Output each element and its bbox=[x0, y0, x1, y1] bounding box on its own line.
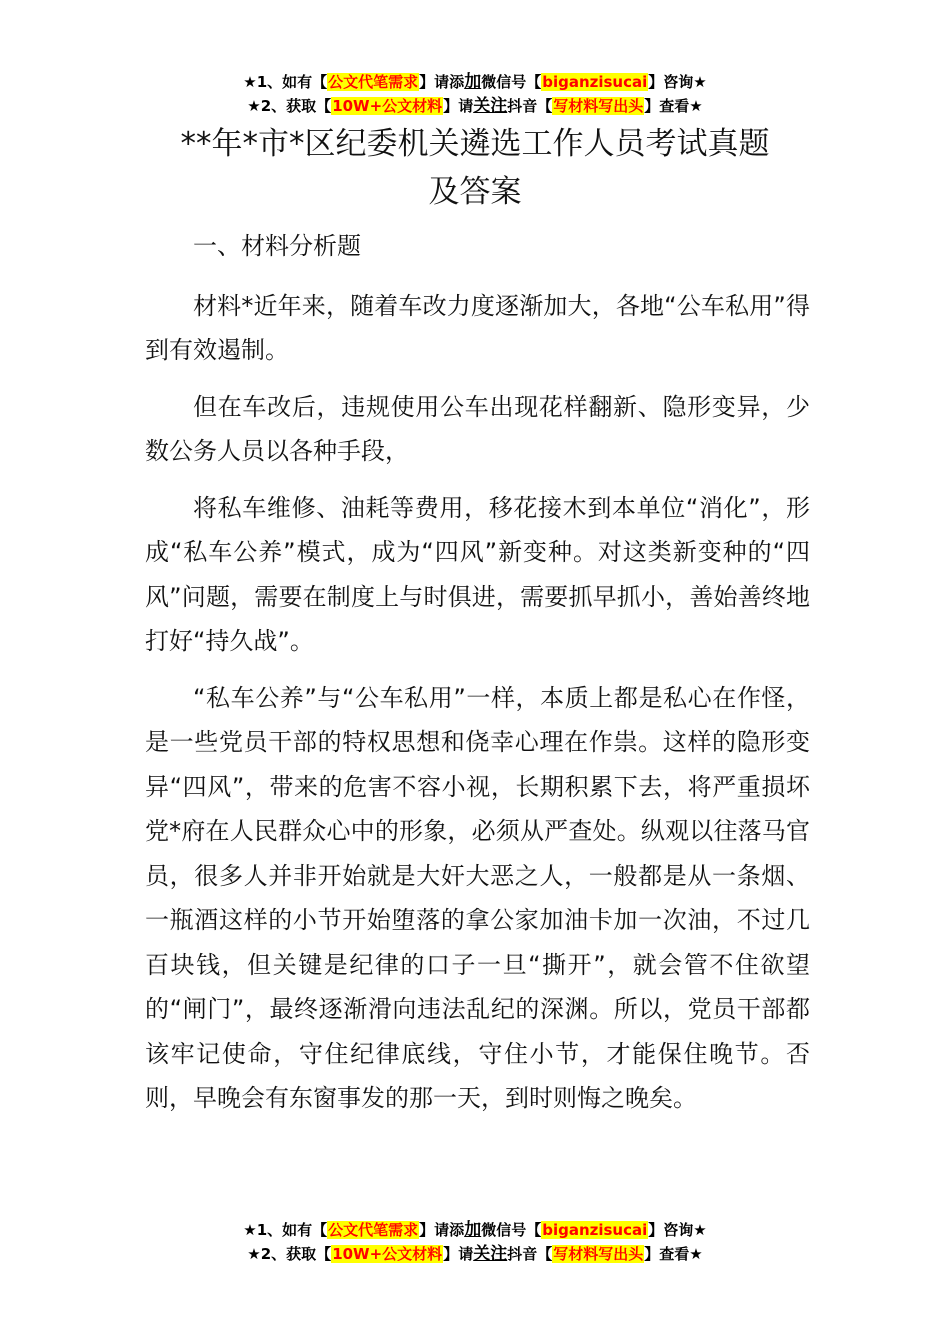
banner-line-1 bbox=[0, 1218, 950, 1242]
footer-banner bbox=[0, 1218, 950, 1266]
banner-line-2 bbox=[0, 1242, 950, 1266]
banner-text: 】咨询★ bbox=[648, 1221, 707, 1239]
banner-text: 】请添 bbox=[419, 73, 465, 91]
highlight-materials: 10W+公文材料 bbox=[332, 97, 443, 115]
paragraph: “私车公养”与“公车私用”一样，本质上都是私心在作怪，是一些党员干部的特权思想和侥幸心理在作祟。这样的隐形变异“四风”，带来的危害不容小视，长期积累下去，将严重损坏党*府在人民群众心中的形象，必须从严查处。纵观以往落马官员，很多人并非开始就是大奸大恶之人，一般都是从一条烟、一瓶酒这样的小节开始堕落的拿公家加油卡加一次油，不过几百块钱，但关键是纪律的口子一旦“撕开”，就会管不住欲望的“闸门”，最终逐渐滑向违法乱纪的深渊。所以，党员干部都该牢记使命，守住纪律底线，守住小节，才能保住晚节。否则，早晚会有东窗事发的那一天，到时则悔之晚矣。 bbox=[145, 683, 810, 1112]
section-heading: 一、材料分析题 bbox=[193, 232, 361, 260]
banner-line-1 bbox=[0, 70, 950, 94]
highlight-service: 公文代笔需求 bbox=[328, 73, 419, 91]
highlight-materials: 10W+公文材料 bbox=[332, 1245, 443, 1263]
banner-text: 】请添 bbox=[419, 1221, 465, 1239]
banner-text: ★1、如有【 bbox=[243, 1221, 328, 1239]
paragraph: 材料*近年来，随着车改力度逐渐加大，各地“公车私用”得到有效遏制。 bbox=[145, 291, 810, 364]
banner-text: ★2、获取【 bbox=[247, 1245, 332, 1263]
document-title bbox=[100, 120, 850, 216]
banner-text: 】查看★ bbox=[644, 1245, 703, 1263]
highlight-service: 公文代笔需求 bbox=[328, 1221, 419, 1239]
banner-text: ★2、获取【 bbox=[247, 97, 332, 115]
banner-emphasis: 加 bbox=[464, 72, 482, 92]
title-line-1: **年*市*区纪委机关遴选工作人员考试真题 bbox=[180, 126, 770, 162]
banner-emphasis: 加 bbox=[464, 1220, 482, 1240]
banner-text: 】查看★ bbox=[644, 97, 703, 115]
title-line-2: 及答案 bbox=[428, 174, 522, 210]
highlight-wechat-id: biganzisucai bbox=[542, 73, 648, 91]
banner-text: 微信号【 bbox=[481, 1221, 542, 1239]
banner-emphasis: 关注 bbox=[473, 96, 508, 116]
banner-text: 抖音【 bbox=[507, 97, 553, 115]
highlight-douyin: 写材料写出头 bbox=[553, 97, 644, 115]
paragraph: 但在车改后，违规使用公车出现花样翻新、隐形变异，少数公务人员以各种手段， bbox=[145, 392, 810, 465]
banner-emphasis: 关注 bbox=[473, 1244, 508, 1264]
highlight-wechat-id: biganzisucai bbox=[542, 1221, 648, 1239]
banner-text: 抖音【 bbox=[507, 1245, 553, 1263]
banner-line-2 bbox=[0, 94, 950, 118]
banner-text: 】请 bbox=[443, 97, 474, 115]
banner-text: 】请 bbox=[443, 1245, 474, 1263]
highlight-douyin: 写材料写出头 bbox=[553, 1245, 644, 1263]
banner-text: ★1、如有【 bbox=[243, 73, 328, 91]
header-banner bbox=[0, 70, 950, 118]
banner-text: 微信号【 bbox=[481, 73, 542, 91]
paragraph: 将私车维修、油耗等费用，移花接木到本单位“消化”，形成“私车公养”模式，成为“四风”新变种。对这类新变种的“四风”问题，需要在制度上与时俱进，需要抓早抓小，善始善终地打好“持久战”。 bbox=[145, 493, 810, 655]
document-body bbox=[145, 224, 810, 1133]
banner-text: 】咨询★ bbox=[648, 73, 707, 91]
